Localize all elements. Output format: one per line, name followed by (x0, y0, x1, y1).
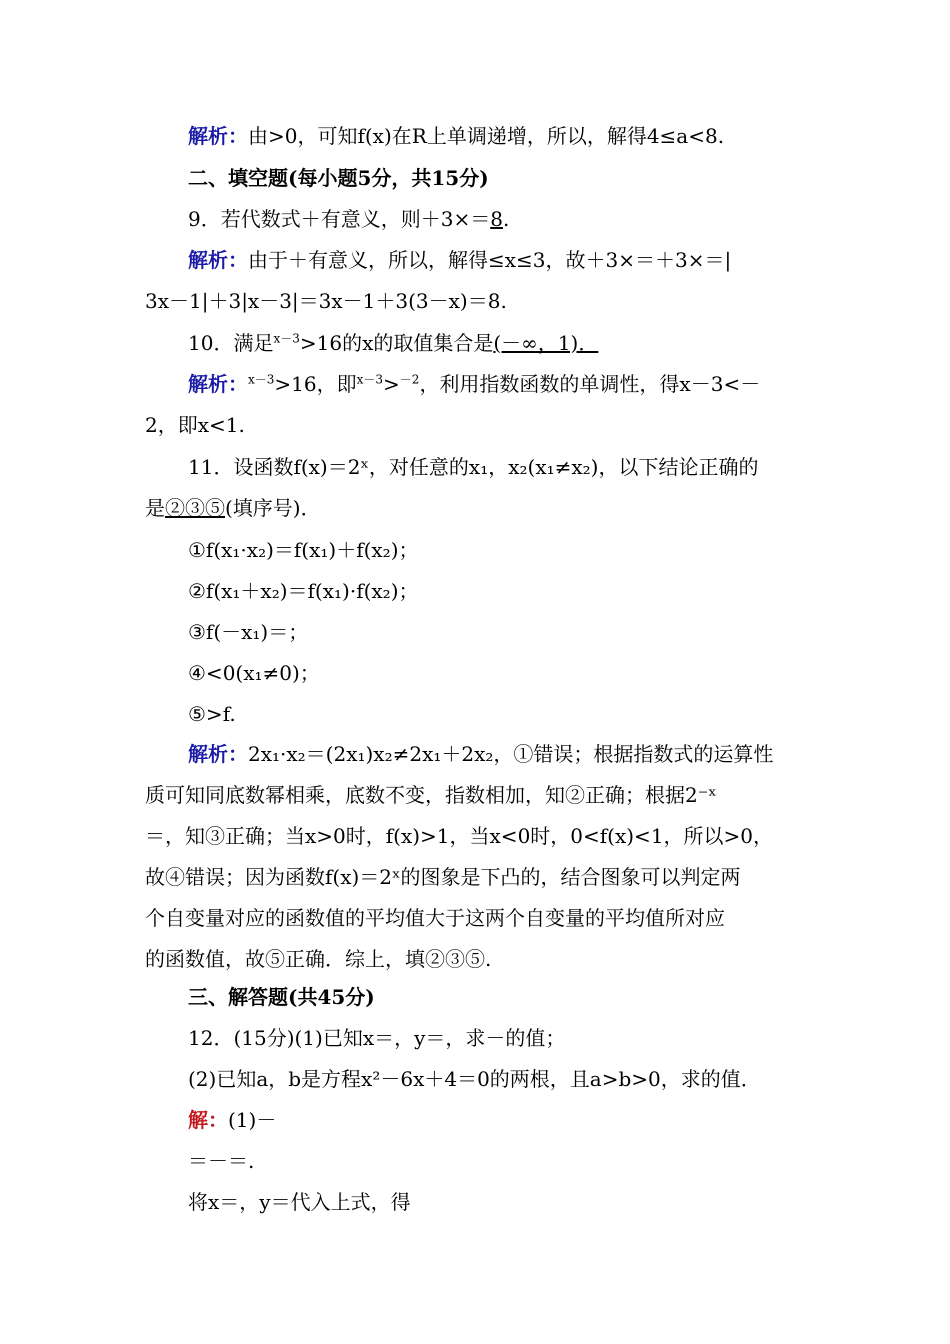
solution-label: 解： (188, 1108, 228, 1132)
question-10-text-b: >16的x的取值集合是 (299, 331, 494, 355)
solution-text: (1)－ (228, 1108, 277, 1132)
solution-12-line-3: 将x＝，y＝代入上式，得 (188, 1190, 411, 1214)
option-3: ③f(－x₁)＝； (188, 620, 309, 644)
analysis-label: 解析： (188, 124, 248, 148)
solution-10-line-2: 2，即x<1. (145, 413, 245, 437)
option-1: ①f(x₁·x₂)＝f(x₁)＋f(x₂)； (188, 538, 419, 562)
question-11-text-a: 是 (145, 496, 165, 520)
question-10-text-a: 10．满足 (188, 331, 274, 355)
option-5: ⑤>f. (188, 702, 236, 726)
solution-11-line-3: ＝，知③正确；当x>0时，f(x)>1，当x<0时，0<f(x)<1，所以>0， (145, 824, 774, 848)
exponent-2: x－3 (356, 372, 384, 387)
analysis-label: 解析： (188, 742, 248, 766)
question-10-answer: (－∞，1)． (493, 331, 599, 355)
question-10 (188, 329, 816, 357)
solution-11-line-4: 故④错误；因为函数f(x)＝2ˣ的图象是下凸的，结合图象可以判定两 (145, 865, 741, 889)
solution-12-line-2: ＝－＝. (188, 1149, 255, 1173)
option-2: ②f(x₁＋x₂)＝f(x₁)·f(x₂)； (188, 579, 419, 603)
solution-line-8 (188, 122, 816, 150)
section-heading-fill-blank: 二、填空题(每小题5分，共15分) (188, 166, 489, 190)
solution-10-line-1 (188, 370, 816, 398)
analysis-text: 由>0，可知f(x)在R上单调递增，所以，解得4≤a<8. (248, 124, 725, 148)
question-9-text: 9．若代数式＋有意义，则＋3×＝ (188, 207, 491, 231)
option-4: ④<0(x₁≠0)； (188, 661, 320, 685)
question-11-text-b: (填序号)． (225, 496, 321, 520)
solution-9-line-1 (188, 246, 816, 274)
question-11-answer: ②③⑤ (165, 496, 225, 520)
solution-11-line-6: 的函数值，故⑤正确．综上，填②③⑤. (145, 947, 492, 971)
question-9-end: . (502, 207, 510, 231)
question-10-exponent: x－3 (273, 331, 300, 346)
solution-9-line-2: 3x－1|＋3|x－3|＝3x－1＋3(3－x)＝8. (145, 289, 507, 313)
analysis-text: 2x₁·x₂＝(2x₁)x₂≠2x₁＋2x₂，①错误；根据指数式的运算性 (248, 742, 774, 766)
question-12-part-1: 12．(15分)(1)已知x＝，y＝，求－的值； (188, 1026, 566, 1050)
question-9 (188, 205, 816, 233)
solution-11-line-5: 个自变量对应的函数值的平均值大于这两个自变量的平均值所对应 (145, 906, 725, 930)
analysis-text: 由于＋有意义，所以，解得≤x≤3，故＋3×＝＋3×＝| (248, 248, 732, 272)
analysis-text-c: ，利用指数函数的单调性，得x－3<－ (419, 372, 761, 396)
solution-12-line-1 (188, 1106, 816, 1134)
analysis-text-a: >16，即 (274, 372, 357, 396)
solution-11-line-2: 质可知同底数幂相乘，底数不变，指数相加，知②正确；根据2⁻ˣ (145, 783, 717, 807)
analysis-label: 解析： (188, 248, 248, 272)
question-11: 11．设函数f(x)＝2ˣ，对任意的x₁，x₂(x₁≠x₂)，以下结论正确的 (188, 455, 759, 479)
question-12-part-2: (2)已知a，b是方程x²－6x＋4＝0的两根，且a>b>0，求的值． (188, 1067, 761, 1091)
exponent-3: －2 (399, 372, 420, 387)
exponent-1: x－3 (248, 372, 275, 387)
question-11-line-2 (145, 494, 815, 522)
analysis-text-b: > (383, 372, 400, 396)
section-heading-answer: 三、解答题(共45分) (188, 985, 375, 1009)
question-9-answer: 8 (490, 207, 503, 231)
solution-11-line-1 (188, 740, 816, 768)
analysis-label: 解析： (188, 372, 248, 396)
